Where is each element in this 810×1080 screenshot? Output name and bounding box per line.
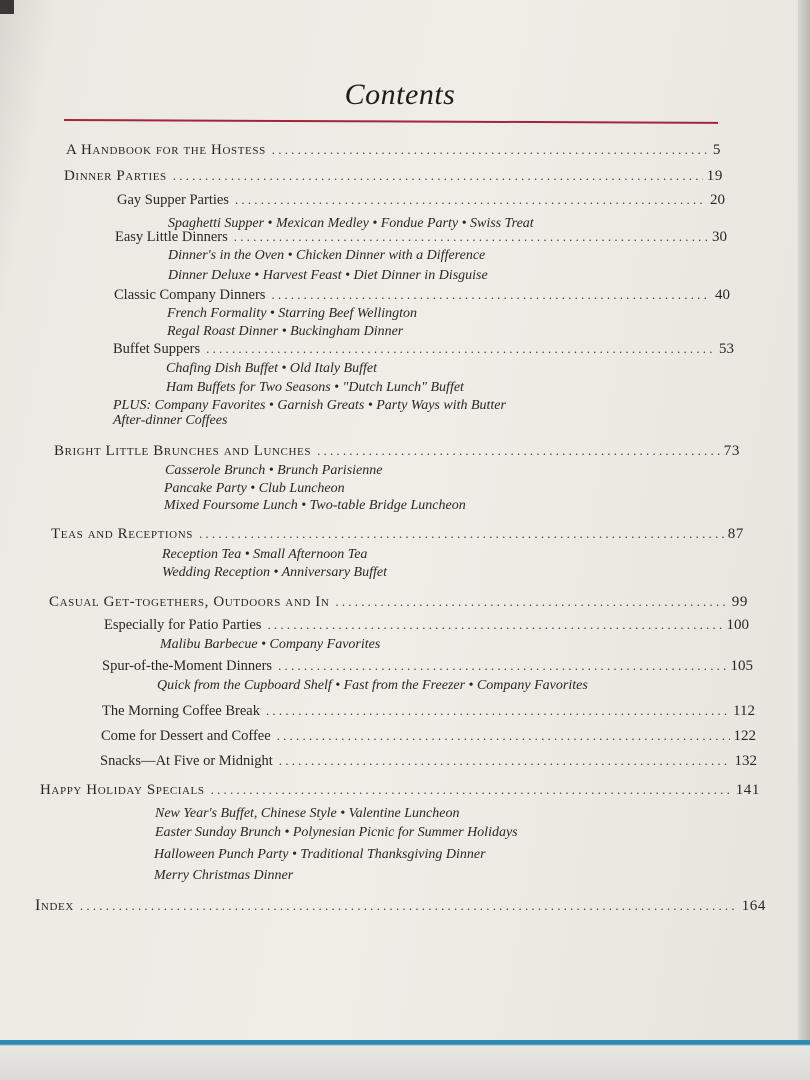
menu-list: Spaghetti Supper • Mexican Medley • Fondue Party • Swiss Treat <box>168 216 534 231</box>
toc-entry-buffet-suppers <box>113 341 734 358</box>
dot-leader <box>271 287 711 303</box>
toc-page-number: 73 <box>723 443 740 459</box>
toc-label: Classic Company Dinners <box>114 287 266 303</box>
dot-leader <box>206 341 715 357</box>
toc-page-number: 112 <box>733 703 755 719</box>
toc-page-number: 141 <box>735 782 760 798</box>
menu-list: Regal Roast Dinner • Buckingham Dinner <box>167 324 404 339</box>
toc-label: Dinner Parties <box>64 168 167 184</box>
dot-leader <box>267 617 722 633</box>
dot-leader <box>199 526 724 542</box>
toc-label: Gay Supper Parties <box>117 192 229 208</box>
dot-leader <box>266 703 729 719</box>
menu-list: Quick from the Cupboard Shelf • Fast from the Freezer • Company Favorites <box>157 678 588 693</box>
toc-page-number: 40 <box>715 287 730 303</box>
toc-label: Come for Dessert and Coffee <box>101 728 271 744</box>
dot-leader <box>277 728 730 744</box>
page-title: Contents <box>344 78 456 111</box>
toc-entry-index <box>35 897 766 915</box>
menu-list: Easter Sunday Brunch • Polynesian Picnic for Summer Holidays <box>155 825 518 840</box>
toc-page-number: 53 <box>719 341 734 357</box>
toc-entry-teas <box>51 526 744 543</box>
plus-text: PLUS: Company Favorites • Garnish Greats • Party Ways with Butter <box>113 398 506 413</box>
toc-entry-gay-supper-parties <box>117 192 725 209</box>
menu-list: Merry Christmas Dinner <box>154 868 294 883</box>
toc-entry-classic-company-dinners <box>114 287 730 304</box>
dot-leader <box>173 168 703 184</box>
toc-label: Buffet Suppers <box>113 341 201 357</box>
toc-page-number: 100 <box>726 617 749 633</box>
toc-page-number: 30 <box>712 229 727 245</box>
toc-entry-brunches <box>54 443 740 460</box>
toc-entry-easy-little-dinners <box>115 229 727 246</box>
toc-label: Easy Little Dinners <box>115 229 228 245</box>
book-page-edge <box>798 0 810 1080</box>
dot-leader <box>335 594 727 610</box>
plus-line <box>113 398 506 414</box>
menu-list: Pancake Party • Club Luncheon <box>164 481 345 496</box>
toc-page-number: 20 <box>710 192 725 208</box>
menu-list: Dinner Deluxe • Harvest Feast • Diet Dinner in Disguise <box>168 268 488 283</box>
toc-label: Teas and Receptions <box>51 526 193 542</box>
toc-page-number: 105 <box>730 658 753 674</box>
toc-entry-spur <box>102 658 753 675</box>
toc-label: Spur-of-the-Moment Dinners <box>102 658 273 674</box>
menu-list: Chafing Dish Buffet • Old Italy Buffet <box>166 361 377 376</box>
toc-entry-dessert <box>101 728 756 745</box>
photo-corner-shadow <box>0 0 14 14</box>
toc-entry-dinner-parties <box>64 168 723 185</box>
dot-leader <box>211 782 732 798</box>
toc-page-number: 19 <box>706 168 723 184</box>
menu-list: Malibu Barbecue • Company Favorites <box>160 637 381 652</box>
toc-entry-snacks <box>100 753 757 770</box>
menu-list: Casserole Brunch • Brunch Parisienne <box>165 463 383 478</box>
title-divider <box>64 119 718 124</box>
toc-entry-patio <box>104 617 749 634</box>
toc-label: Happy Holiday Specials <box>40 782 205 798</box>
dot-leader <box>235 192 706 208</box>
dot-leader <box>80 898 738 914</box>
menu-list: After-dinner Coffees <box>113 413 228 428</box>
toc-page-number: 99 <box>731 594 748 610</box>
menu-list: Dinner's in the Oven • Chicken Dinner with a Difference <box>168 248 486 263</box>
toc-entry-casual <box>49 594 748 611</box>
toc-label: The Morning Coffee Break <box>102 703 260 719</box>
toc-label: Snacks—At Five or Midnight <box>100 753 273 769</box>
toc-page-number: 122 <box>733 728 756 744</box>
dot-leader <box>272 142 709 158</box>
menu-list: Wedding Reception • Anniversary Buffet <box>162 565 387 580</box>
dot-leader <box>279 753 731 769</box>
dot-leader <box>317 443 720 459</box>
toc-page-number: 5 <box>712 142 721 158</box>
toc-label: Casual Get-togethers, Outdoors and In <box>49 594 330 610</box>
menu-list: Ham Buffets for Two Seasons • "Dutch Lunch" Buffet <box>166 380 464 395</box>
dot-leader <box>278 658 726 674</box>
toc-label: Index <box>35 897 74 914</box>
toc-label: Especially for Patio Parties <box>104 617 262 633</box>
toc-page-number: 132 <box>734 753 757 769</box>
menu-list: Reception Tea • Small Afternoon Tea <box>162 547 368 562</box>
toc-page-number: 87 <box>727 526 744 542</box>
toc-entry-handbook <box>66 142 721 159</box>
toc-entry-coffee-break <box>102 703 755 720</box>
toc-page-number: 164 <box>741 898 766 914</box>
toc-label: A Handbook for the Hostess <box>66 142 266 158</box>
menu-list: Halloween Punch Party • Traditional Thanksgiving Dinner <box>154 847 486 862</box>
toc-entry-holiday <box>40 782 760 799</box>
book-cover-edge <box>0 1040 810 1080</box>
menu-list: French Formality • Starring Beef Wellington <box>167 306 417 321</box>
menu-list: New Year's Buffet, Chinese Style • Valentine Luncheon <box>155 806 460 821</box>
toc-label: Bright Little Brunches and Lunches <box>54 443 312 459</box>
dot-leader <box>234 229 708 245</box>
menu-list: Mixed Foursome Lunch • Two-table Bridge Luncheon <box>164 498 466 513</box>
